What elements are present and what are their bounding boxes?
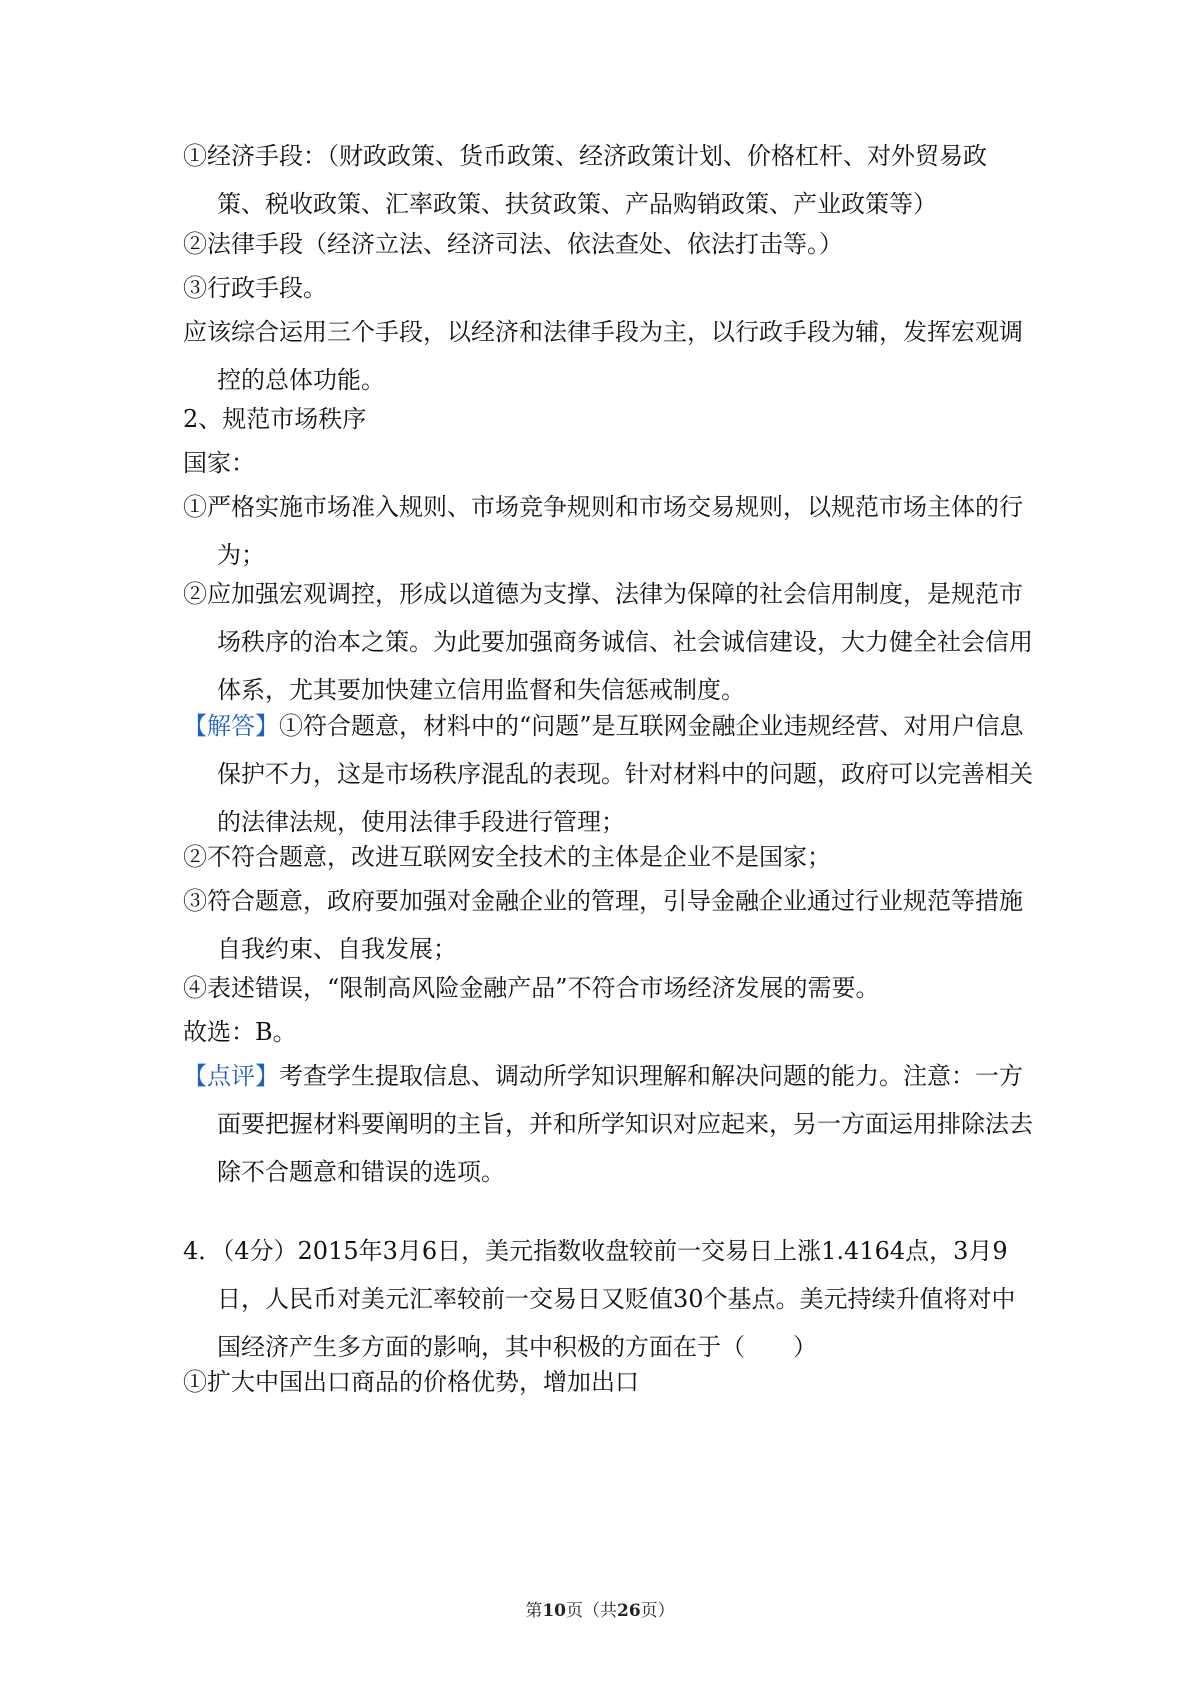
paragraph-economic-means: ①经济手段：（财政政策、货币政策、经济政策计划、价格杠杆、对外贸易政策、税收政策、汇率政策、扶贫政策、产品购销政策、产业政策等） (183, 142, 987, 218)
footer-middle: 页（共 (566, 1601, 617, 1621)
question-4: 4．（4分）2015年3月6日，美元指数收盘较前一交易日上涨1.4164点，3月9日，人民币对美元汇率较前一交易日又贬值30个基点。美元持续升值将对中国经济产生多方面的影响，其中积极的方面在于（ ） (183, 1237, 1016, 1361)
paragraph-combined-use: 应该综合运用三个手段，以经济和法律手段为主，以行政手段为辅，发挥宏观调控的总体功能。 (183, 318, 1023, 394)
paragraph-option-2: ②不符合题意，改进互联网安全技术的主体是企业不是国家； (183, 843, 831, 871)
answer-tag: 【解答】 (183, 712, 279, 740)
footer-prefix: 第 (525, 1601, 543, 1621)
footer-suffix: 页） (640, 1601, 675, 1621)
answer-paragraph (183, 702, 1033, 846)
answer-text: ①符合题意，材料中的“问题”是互联网金融企业违规经营、对用户信息保护不力，这是市场秩序混乱的表现。针对材料中的问题，政府可以完善相关的法律法规，使用法律手段进行管理； (217, 712, 1033, 836)
page-footer (0, 1596, 1200, 1621)
footer-page-number: 10 (542, 1601, 566, 1621)
paragraph-choice: 故选：B。 (183, 1018, 297, 1046)
comment-tag: 【点评】 (183, 1062, 279, 1090)
paragraph-option-3: ③符合题意，政府要加强对金融企业的管理，引导金融企业通过行业规范等措施自我约束、自我发展； (183, 887, 1023, 963)
section-heading-market-order: 2、规范市场秩序 (183, 405, 367, 433)
comment-text: 考查学生提取信息、调动所学知识理解和解决问题的能力。注意：一方面要把握材料要阐明的主旨，并和所学知识对应起来，另一方面运用排除法去除不合题意和错误的选项。 (217, 1062, 1033, 1186)
paragraph-administrative-means: ③行政手段。 (183, 274, 327, 302)
paragraph-option-4: ④表述错误，“限制高风险金融产品”不符合市场经济发展的需要。 (183, 974, 880, 1002)
paragraph-state: 国家： (183, 449, 255, 477)
paragraph-rule-2: ②应加强宏观调控，形成以道德为支撑、法律为保障的社会信用制度，是规范市场秩序的治本之策。为此要加强商务诚信、社会诚信建设，大力健全社会信用体系，尤其要加快建立信用监督和失信惩戒制度。 (183, 580, 1033, 704)
comment-paragraph (183, 1052, 1033, 1196)
paragraph-rule-1: ①严格实施市场准入规则、市场竞争规则和市场交易规则，以规范市场主体的行为； (183, 493, 1023, 569)
paragraph-legal-means: ②法律手段（经济立法、经济司法、依法查处、依法打击等。） (183, 230, 843, 258)
footer-total-pages: 26 (617, 1601, 641, 1621)
question-4-option-1: ①扩大中国出口商品的价格优势，增加出口 (183, 1368, 639, 1396)
